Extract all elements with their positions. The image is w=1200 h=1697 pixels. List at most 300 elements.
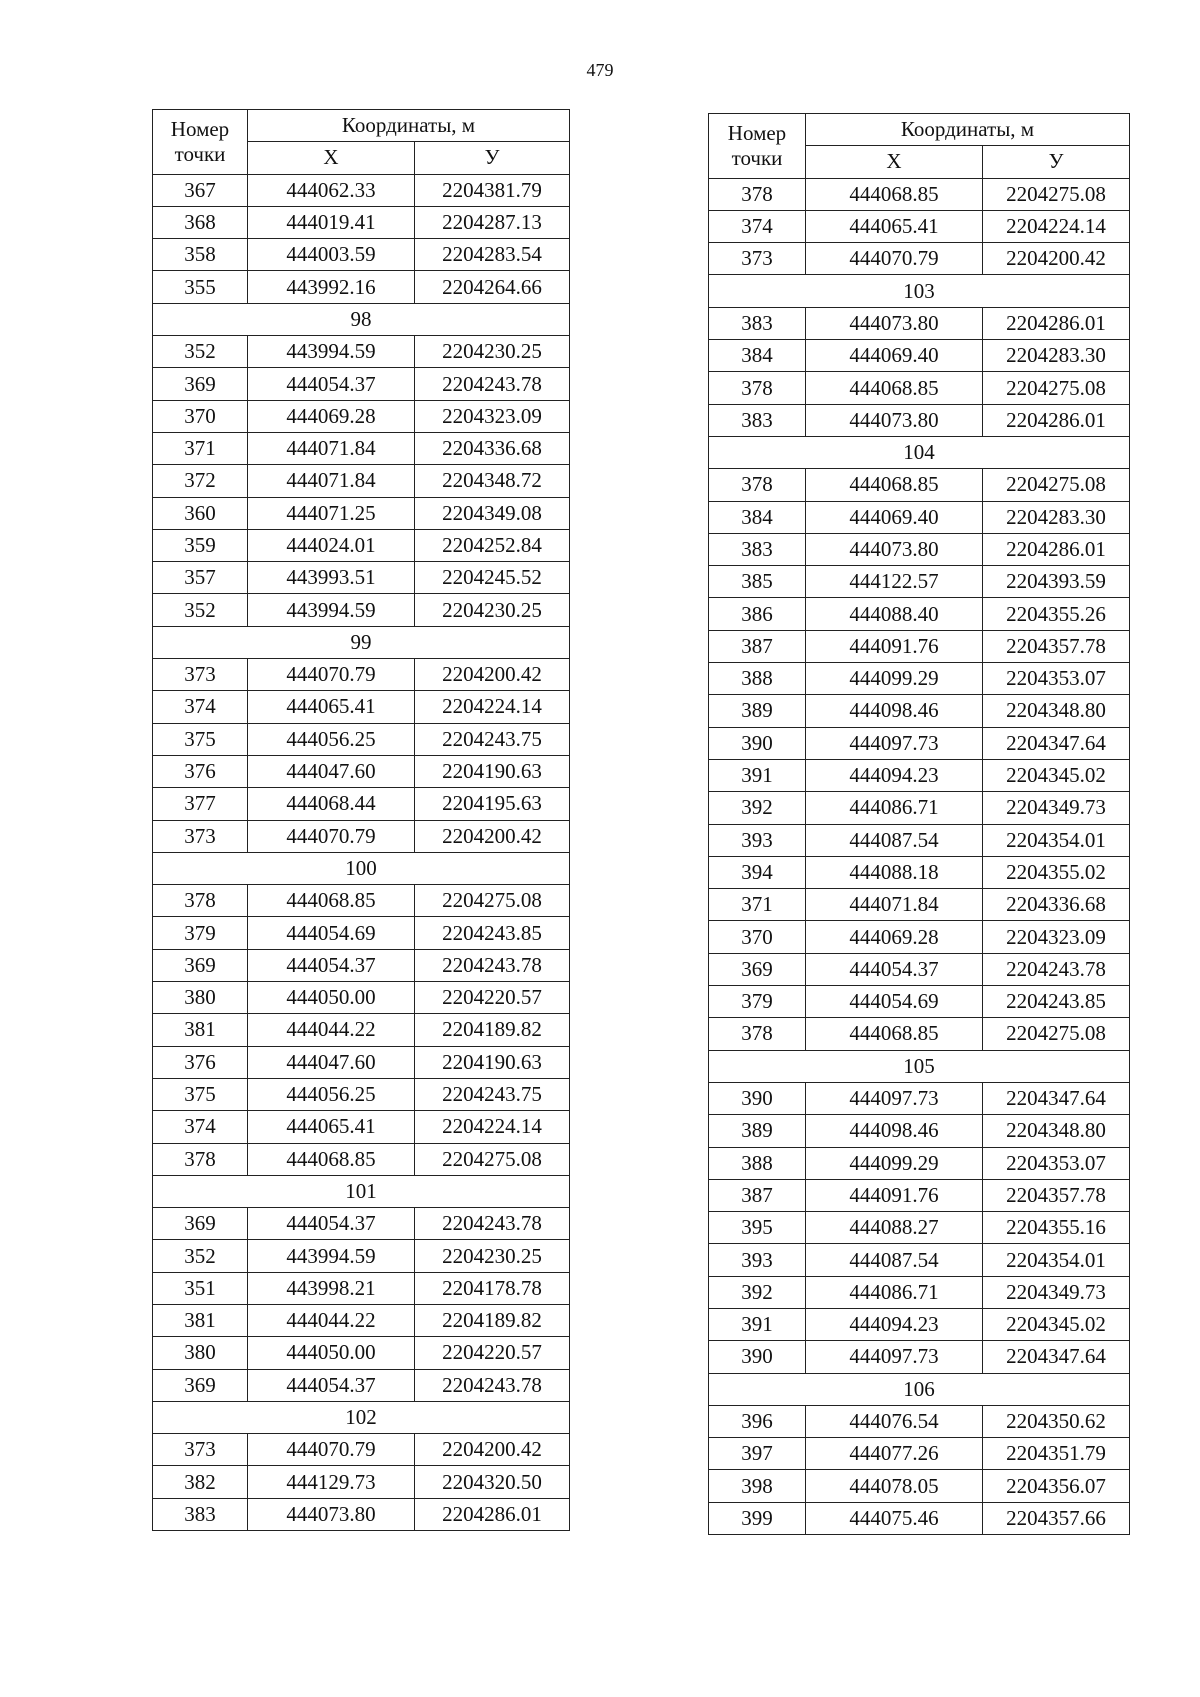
table-row xyxy=(709,856,1130,888)
point-number-cell: 391 xyxy=(709,1308,806,1340)
x-coordinate-cell: 444068.85 xyxy=(806,1018,983,1050)
point-number-cell: 369 xyxy=(153,368,248,400)
section-number: 103 xyxy=(709,275,1130,307)
y-coordinate-cell: 2204245.52 xyxy=(415,562,570,594)
x-coordinate-cell: 444087.54 xyxy=(806,824,983,856)
y-coordinate-cell: 2204275.08 xyxy=(415,1143,570,1175)
point-number-cell: 377 xyxy=(153,788,248,820)
y-coordinate-cell: 2204336.68 xyxy=(983,889,1130,921)
table-row xyxy=(709,501,1130,533)
point-number-cell: 376 xyxy=(153,1046,248,1078)
table-row xyxy=(153,1208,570,1240)
x-coordinate-cell: 444070.79 xyxy=(248,820,415,852)
y-coordinate-cell: 2204189.82 xyxy=(415,1304,570,1336)
x-coordinate-cell: 444091.76 xyxy=(806,1179,983,1211)
point-number-cell: 369 xyxy=(153,1208,248,1240)
table-row xyxy=(153,949,570,981)
y-coordinate-cell: 2204351.79 xyxy=(983,1438,1130,1470)
x-coordinate-cell: 444087.54 xyxy=(806,1244,983,1276)
y-coordinate-cell: 2204349.73 xyxy=(983,1276,1130,1308)
point-number-cell: 390 xyxy=(709,1341,806,1373)
y-coordinate-cell: 2204224.14 xyxy=(415,1111,570,1143)
point-number-cell: 369 xyxy=(153,1369,248,1401)
x-coordinate-cell: 444068.44 xyxy=(248,788,415,820)
point-number-cell: 376 xyxy=(153,755,248,787)
x-coordinate-cell: 443998.21 xyxy=(248,1272,415,1304)
header-coordinates: Координаты, м xyxy=(248,110,570,142)
table-row xyxy=(709,1244,1130,1276)
table-row xyxy=(153,432,570,464)
table-row xyxy=(153,691,570,723)
y-coordinate-cell: 2204224.14 xyxy=(415,691,570,723)
x-coordinate-cell: 444069.40 xyxy=(806,501,983,533)
table-row xyxy=(153,529,570,561)
x-coordinate-cell: 444088.40 xyxy=(806,598,983,630)
point-number-cell: 378 xyxy=(709,1018,806,1050)
x-coordinate-cell: 444070.79 xyxy=(248,659,415,691)
coordinates-table-right xyxy=(708,113,1130,1535)
table-row xyxy=(153,497,570,529)
point-number-cell: 396 xyxy=(709,1405,806,1437)
header-coordinates: Координаты, м xyxy=(806,114,1130,146)
x-coordinate-cell: 444091.76 xyxy=(806,630,983,662)
x-coordinate-cell: 444073.80 xyxy=(806,307,983,339)
x-coordinate-cell: 444062.33 xyxy=(248,174,415,206)
x-coordinate-cell: 444122.57 xyxy=(806,566,983,598)
point-number-cell: 358 xyxy=(153,239,248,271)
y-coordinate-cell: 2204190.63 xyxy=(415,1046,570,1078)
point-number-cell: 369 xyxy=(709,953,806,985)
x-coordinate-cell: 444070.79 xyxy=(806,243,983,275)
point-number-cell: 373 xyxy=(153,659,248,691)
point-number-cell: 379 xyxy=(709,986,806,1018)
section-row xyxy=(153,852,570,884)
x-coordinate-cell: 444068.85 xyxy=(248,885,415,917)
x-coordinate-cell: 444077.26 xyxy=(806,1438,983,1470)
x-coordinate-cell: 444054.69 xyxy=(806,986,983,1018)
section-row xyxy=(153,1401,570,1433)
x-coordinate-cell: 444024.01 xyxy=(248,529,415,561)
table-row xyxy=(153,1143,570,1175)
x-coordinate-cell: 444068.85 xyxy=(248,1143,415,1175)
section-row xyxy=(153,626,570,658)
y-coordinate-cell: 2204347.64 xyxy=(983,727,1130,759)
header-y: У xyxy=(415,142,570,174)
table-row xyxy=(709,1308,1130,1340)
y-coordinate-cell: 2204275.08 xyxy=(983,469,1130,501)
section-row xyxy=(153,303,570,335)
x-coordinate-cell: 444099.29 xyxy=(806,663,983,695)
x-coordinate-cell: 444068.85 xyxy=(806,178,983,210)
y-coordinate-cell: 2204200.42 xyxy=(415,659,570,691)
table-row xyxy=(709,1502,1130,1534)
table-row xyxy=(709,759,1130,791)
header-x: Х xyxy=(248,142,415,174)
y-coordinate-cell: 2204320.50 xyxy=(415,1466,570,1498)
point-number-cell: 380 xyxy=(153,1337,248,1369)
point-number-cell: 397 xyxy=(709,1438,806,1470)
x-coordinate-cell: 443994.59 xyxy=(248,1240,415,1272)
x-coordinate-cell: 443993.51 xyxy=(248,562,415,594)
section-row xyxy=(709,1050,1130,1082)
y-coordinate-cell: 2204286.01 xyxy=(415,1498,570,1530)
x-coordinate-cell: 444094.23 xyxy=(806,1308,983,1340)
point-number-cell: 381 xyxy=(153,1304,248,1336)
page-number: 479 xyxy=(586,60,614,80)
section-number: 102 xyxy=(153,1401,570,1433)
table-row xyxy=(153,368,570,400)
point-number-cell: 380 xyxy=(153,982,248,1014)
point-number-cell: 367 xyxy=(153,174,248,206)
x-coordinate-cell: 444069.28 xyxy=(806,921,983,953)
table-row xyxy=(153,820,570,852)
table-row xyxy=(709,663,1130,695)
point-number-cell: 375 xyxy=(153,723,248,755)
table-row xyxy=(153,1498,570,1530)
x-coordinate-cell: 444098.46 xyxy=(806,695,983,727)
table-row xyxy=(153,1014,570,1046)
table-row xyxy=(153,1466,570,1498)
point-number-cell: 352 xyxy=(153,1240,248,1272)
x-coordinate-cell: 444099.29 xyxy=(806,1147,983,1179)
table-row xyxy=(153,1111,570,1143)
table-row xyxy=(153,465,570,497)
point-number-cell: 390 xyxy=(709,727,806,759)
y-coordinate-cell: 2204224.14 xyxy=(983,210,1130,242)
table-row xyxy=(153,400,570,432)
point-number-cell: 398 xyxy=(709,1470,806,1502)
x-coordinate-cell: 444019.41 xyxy=(248,206,415,238)
x-coordinate-cell: 444068.85 xyxy=(806,372,983,404)
x-coordinate-cell: 444071.84 xyxy=(248,432,415,464)
x-coordinate-cell: 444097.73 xyxy=(806,1341,983,1373)
table-row xyxy=(709,1405,1130,1437)
y-coordinate-cell: 2204243.78 xyxy=(415,1369,570,1401)
point-number-cell: 389 xyxy=(709,695,806,727)
y-coordinate-cell: 2204349.73 xyxy=(983,792,1130,824)
table-row xyxy=(709,243,1130,275)
y-coordinate-cell: 2204243.85 xyxy=(415,917,570,949)
point-number-cell: 386 xyxy=(709,598,806,630)
x-coordinate-cell: 444054.37 xyxy=(806,953,983,985)
table-row xyxy=(153,336,570,368)
section-row xyxy=(709,1373,1130,1405)
x-coordinate-cell: 444044.22 xyxy=(248,1014,415,1046)
table-row xyxy=(709,404,1130,436)
table-row xyxy=(709,1470,1130,1502)
x-coordinate-cell: 444047.60 xyxy=(248,755,415,787)
y-coordinate-cell: 2204354.01 xyxy=(983,824,1130,856)
header-point-number: Номер точки xyxy=(709,114,806,179)
y-coordinate-cell: 2204220.57 xyxy=(415,982,570,1014)
section-number: 98 xyxy=(153,303,570,335)
x-coordinate-cell: 444073.80 xyxy=(806,533,983,565)
y-coordinate-cell: 2204275.08 xyxy=(415,885,570,917)
y-coordinate-cell: 2204355.26 xyxy=(983,598,1130,630)
y-coordinate-cell: 2204381.79 xyxy=(415,174,570,206)
y-coordinate-cell: 2204355.16 xyxy=(983,1212,1130,1244)
table-row xyxy=(709,986,1130,1018)
x-coordinate-cell: 443994.59 xyxy=(248,336,415,368)
table-row xyxy=(153,562,570,594)
table-row xyxy=(709,921,1130,953)
y-coordinate-cell: 2204252.84 xyxy=(415,529,570,561)
table-row xyxy=(153,1304,570,1336)
table-row xyxy=(709,210,1130,242)
section-number: 106 xyxy=(709,1373,1130,1405)
table-row xyxy=(153,1369,570,1401)
y-coordinate-cell: 2204243.78 xyxy=(415,368,570,400)
point-number-cell: 378 xyxy=(709,372,806,404)
y-coordinate-cell: 2204323.09 xyxy=(983,921,1130,953)
y-coordinate-cell: 2204220.57 xyxy=(415,1337,570,1369)
x-coordinate-cell: 444088.18 xyxy=(806,856,983,888)
x-coordinate-cell: 444129.73 xyxy=(248,1466,415,1498)
table-row xyxy=(709,1082,1130,1114)
y-coordinate-cell: 2204275.08 xyxy=(983,372,1130,404)
x-coordinate-cell: 444097.73 xyxy=(806,727,983,759)
x-coordinate-cell: 444073.80 xyxy=(806,404,983,436)
table-row xyxy=(709,1018,1130,1050)
point-number-cell: 375 xyxy=(153,1078,248,1110)
y-coordinate-cell: 2204230.25 xyxy=(415,1240,570,1272)
table-row xyxy=(709,1341,1130,1373)
table-row xyxy=(709,1438,1130,1470)
point-number-cell: 393 xyxy=(709,824,806,856)
x-coordinate-cell: 444068.85 xyxy=(806,469,983,501)
table-row xyxy=(709,598,1130,630)
table-row xyxy=(153,723,570,755)
section-row xyxy=(153,1175,570,1207)
y-coordinate-cell: 2204353.07 xyxy=(983,1147,1130,1179)
y-coordinate-cell: 2204347.64 xyxy=(983,1082,1130,1114)
x-coordinate-cell: 444054.37 xyxy=(248,1208,415,1240)
y-coordinate-cell: 2204286.01 xyxy=(983,404,1130,436)
y-coordinate-cell: 2204350.62 xyxy=(983,1405,1130,1437)
point-number-cell: 372 xyxy=(153,465,248,497)
x-coordinate-cell: 444050.00 xyxy=(248,982,415,1014)
x-coordinate-cell: 444065.41 xyxy=(248,691,415,723)
point-number-cell: 394 xyxy=(709,856,806,888)
x-coordinate-cell: 444073.80 xyxy=(248,1498,415,1530)
x-coordinate-cell: 444069.40 xyxy=(806,340,983,372)
x-coordinate-cell: 444056.25 xyxy=(248,723,415,755)
section-number: 105 xyxy=(709,1050,1130,1082)
table-row xyxy=(153,1078,570,1110)
y-coordinate-cell: 2204347.64 xyxy=(983,1341,1130,1373)
point-number-cell: 382 xyxy=(153,1466,248,1498)
point-number-cell: 393 xyxy=(709,1244,806,1276)
y-coordinate-cell: 2204393.59 xyxy=(983,566,1130,598)
y-coordinate-cell: 2204357.66 xyxy=(983,1502,1130,1534)
point-number-cell: 392 xyxy=(709,1276,806,1308)
x-coordinate-cell: 444056.25 xyxy=(248,1078,415,1110)
table-row xyxy=(709,889,1130,921)
point-number-cell: 374 xyxy=(709,210,806,242)
table-row xyxy=(709,695,1130,727)
y-coordinate-cell: 2204286.01 xyxy=(983,307,1130,339)
point-number-cell: 379 xyxy=(153,917,248,949)
point-number-cell: 392 xyxy=(709,792,806,824)
point-number-cell: 378 xyxy=(153,1143,248,1175)
header-point-number: Номер точки xyxy=(153,110,248,175)
y-coordinate-cell: 2204243.78 xyxy=(415,1208,570,1240)
table-row xyxy=(709,1212,1130,1244)
table-row xyxy=(153,1272,570,1304)
x-coordinate-cell: 444054.37 xyxy=(248,1369,415,1401)
x-coordinate-cell: 444047.60 xyxy=(248,1046,415,1078)
x-coordinate-cell: 444054.37 xyxy=(248,949,415,981)
point-number-cell: 373 xyxy=(709,243,806,275)
point-number-cell: 390 xyxy=(709,1082,806,1114)
point-number-cell: 369 xyxy=(153,949,248,981)
point-number-cell: 384 xyxy=(709,501,806,533)
x-coordinate-cell: 444076.54 xyxy=(806,1405,983,1437)
table-row xyxy=(709,727,1130,759)
point-number-cell: 395 xyxy=(709,1212,806,1244)
table-row xyxy=(153,659,570,691)
y-coordinate-cell: 2204230.25 xyxy=(415,336,570,368)
y-coordinate-cell: 2204349.08 xyxy=(415,497,570,529)
table-row xyxy=(709,824,1130,856)
x-coordinate-cell: 444071.84 xyxy=(806,889,983,921)
point-number-cell: 399 xyxy=(709,1502,806,1534)
point-number-cell: 383 xyxy=(709,533,806,565)
table-row xyxy=(709,372,1130,404)
x-coordinate-cell: 444094.23 xyxy=(806,759,983,791)
x-coordinate-cell: 444071.25 xyxy=(248,497,415,529)
table-row xyxy=(709,1179,1130,1211)
y-coordinate-cell: 2204283.30 xyxy=(983,501,1130,533)
table-row xyxy=(153,206,570,238)
y-coordinate-cell: 2204243.78 xyxy=(983,953,1130,985)
table-row xyxy=(709,178,1130,210)
point-number-cell: 360 xyxy=(153,497,248,529)
point-number-cell: 374 xyxy=(153,691,248,723)
table-row xyxy=(709,1276,1130,1308)
table-row xyxy=(709,340,1130,372)
y-coordinate-cell: 2204243.85 xyxy=(983,986,1130,1018)
x-coordinate-cell: 444098.46 xyxy=(806,1115,983,1147)
x-coordinate-cell: 444069.28 xyxy=(248,400,415,432)
y-coordinate-cell: 2204283.30 xyxy=(983,340,1130,372)
x-coordinate-cell: 443994.59 xyxy=(248,594,415,626)
y-coordinate-cell: 2204200.42 xyxy=(983,243,1130,275)
point-number-cell: 373 xyxy=(153,1434,248,1466)
x-coordinate-cell: 444065.41 xyxy=(248,1111,415,1143)
y-coordinate-cell: 2204190.63 xyxy=(415,755,570,787)
point-number-cell: 371 xyxy=(709,889,806,921)
y-coordinate-cell: 2204356.07 xyxy=(983,1470,1130,1502)
point-number-cell: 352 xyxy=(153,594,248,626)
table-row xyxy=(709,630,1130,662)
point-number-cell: 389 xyxy=(709,1115,806,1147)
y-coordinate-cell: 2204230.25 xyxy=(415,594,570,626)
section-row xyxy=(709,275,1130,307)
y-coordinate-cell: 2204323.09 xyxy=(415,400,570,432)
y-coordinate-cell: 2204336.68 xyxy=(415,432,570,464)
y-coordinate-cell: 2204348.72 xyxy=(415,465,570,497)
x-coordinate-cell: 444065.41 xyxy=(806,210,983,242)
x-coordinate-cell: 444070.79 xyxy=(248,1434,415,1466)
point-number-cell: 378 xyxy=(153,885,248,917)
point-number-cell: 378 xyxy=(709,178,806,210)
point-number-cell: 387 xyxy=(709,1179,806,1211)
x-coordinate-cell: 444086.71 xyxy=(806,792,983,824)
table-row xyxy=(153,755,570,787)
y-coordinate-cell: 2204286.01 xyxy=(983,533,1130,565)
x-coordinate-cell: 444054.37 xyxy=(248,368,415,400)
point-number-cell: 381 xyxy=(153,1014,248,1046)
point-number-cell: 383 xyxy=(709,307,806,339)
point-number-cell: 378 xyxy=(709,469,806,501)
table-row xyxy=(709,566,1130,598)
table-row xyxy=(709,1147,1130,1179)
point-number-cell: 384 xyxy=(709,340,806,372)
point-number-cell: 371 xyxy=(153,432,248,464)
y-coordinate-cell: 2204200.42 xyxy=(415,1434,570,1466)
y-coordinate-cell: 2204243.78 xyxy=(415,949,570,981)
section-number: 99 xyxy=(153,626,570,658)
y-coordinate-cell: 2204275.08 xyxy=(983,1018,1130,1050)
y-coordinate-cell: 2204178.78 xyxy=(415,1272,570,1304)
y-coordinate-cell: 2204348.80 xyxy=(983,1115,1130,1147)
point-number-cell: 388 xyxy=(709,1147,806,1179)
point-number-cell: 373 xyxy=(153,820,248,852)
table-row xyxy=(153,1240,570,1272)
table-row xyxy=(153,1434,570,1466)
x-coordinate-cell: 444078.05 xyxy=(806,1470,983,1502)
point-number-cell: 374 xyxy=(153,1111,248,1143)
y-coordinate-cell: 2204355.02 xyxy=(983,856,1130,888)
point-number-cell: 351 xyxy=(153,1272,248,1304)
point-number-cell: 383 xyxy=(709,404,806,436)
y-coordinate-cell: 2204287.13 xyxy=(415,206,570,238)
y-coordinate-cell: 2204353.07 xyxy=(983,663,1130,695)
table-row xyxy=(153,885,570,917)
x-coordinate-cell: 444088.27 xyxy=(806,1212,983,1244)
y-coordinate-cell: 2204345.02 xyxy=(983,759,1130,791)
point-number-cell: 388 xyxy=(709,663,806,695)
y-coordinate-cell: 2204264.66 xyxy=(415,271,570,303)
x-coordinate-cell: 444044.22 xyxy=(248,1304,415,1336)
table-row xyxy=(153,982,570,1014)
x-coordinate-cell: 444054.69 xyxy=(248,917,415,949)
table-row xyxy=(153,239,570,271)
x-coordinate-cell: 444075.46 xyxy=(806,1502,983,1534)
point-number-cell: 391 xyxy=(709,759,806,791)
table-row xyxy=(153,174,570,206)
x-coordinate-cell: 443992.16 xyxy=(248,271,415,303)
y-coordinate-cell: 2204345.02 xyxy=(983,1308,1130,1340)
x-coordinate-cell: 444003.59 xyxy=(248,239,415,271)
point-number-cell: 370 xyxy=(153,400,248,432)
table-row xyxy=(709,792,1130,824)
table-row xyxy=(709,953,1130,985)
section-number: 104 xyxy=(709,436,1130,468)
point-number-cell: 383 xyxy=(153,1498,248,1530)
table-row xyxy=(153,917,570,949)
table-row xyxy=(709,1115,1130,1147)
y-coordinate-cell: 2204200.42 xyxy=(415,820,570,852)
point-number-cell: 368 xyxy=(153,206,248,238)
y-coordinate-cell: 2204243.75 xyxy=(415,723,570,755)
table-row xyxy=(153,788,570,820)
y-coordinate-cell: 2204189.82 xyxy=(415,1014,570,1046)
table-row xyxy=(153,1046,570,1078)
y-coordinate-cell: 2204348.80 xyxy=(983,695,1130,727)
x-coordinate-cell: 444071.84 xyxy=(248,465,415,497)
